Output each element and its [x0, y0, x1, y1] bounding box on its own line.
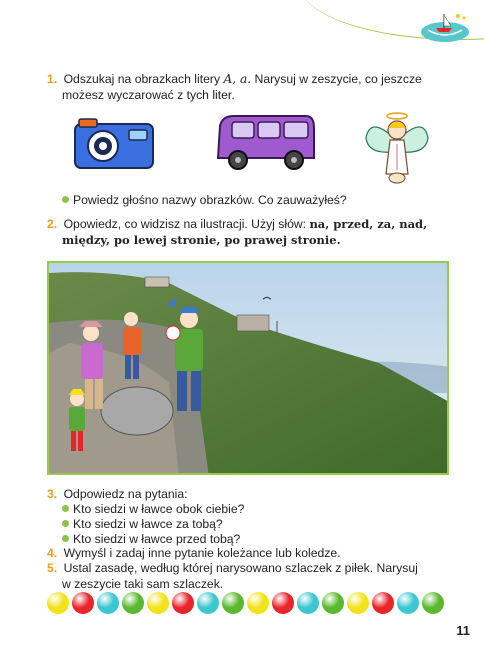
bullet-icon	[62, 535, 69, 542]
task-1-text-end: Narysuj w zeszycie, co jeszcze	[254, 72, 422, 86]
pattern-ball	[72, 592, 94, 614]
task-2	[47, 217, 427, 248]
task-4-number: 4.	[47, 546, 58, 560]
angel-icon	[364, 108, 430, 188]
question-text: Kto siedzi w ławce za tobą?	[73, 517, 223, 531]
task-1-number: 1.	[47, 72, 58, 86]
task-1-text: Odszukaj na obrazkach litery	[63, 72, 221, 86]
pattern-ball	[122, 592, 144, 614]
pattern-ball	[272, 592, 294, 614]
bullet-icon	[62, 196, 69, 203]
bullet-icon	[62, 505, 69, 512]
pattern-ball	[372, 592, 394, 614]
task-3-question-2	[62, 517, 223, 532]
task-4	[47, 546, 341, 562]
task-2-bold-2: między, po lewej stronie, po prawej stronie.	[62, 232, 341, 247]
scene-svg	[49, 263, 449, 475]
pattern-ball	[422, 592, 444, 614]
task-3-question-3	[62, 532, 240, 547]
bullet-icon	[62, 520, 69, 527]
pattern-ball	[222, 592, 244, 614]
task-4-text: Wymyśl i zadaj inne pytanie koleżance lub koledze.	[63, 546, 341, 560]
pattern-ball	[147, 592, 169, 614]
pattern-ball	[247, 592, 269, 614]
ball-pattern	[47, 592, 457, 616]
task-2-number: 2.	[47, 217, 58, 231]
page-number: 11	[456, 623, 470, 638]
task-2-text: Opowiedz, co widzisz na ilustracji. Użyj słów:	[63, 217, 307, 231]
question-text: Kto siedzi w ławce przed tobą?	[73, 532, 241, 546]
task-1-prompt	[62, 193, 347, 208]
pattern-ball	[47, 592, 69, 614]
task-5	[47, 561, 418, 592]
mountain-hikers-illustration	[47, 261, 449, 475]
pattern-ball	[172, 592, 194, 614]
boat-cloud-icon	[418, 8, 472, 44]
bus-icon	[214, 114, 318, 174]
task-1	[47, 72, 422, 103]
task-3-intro: Odpowiedz na pytania:	[63, 487, 188, 501]
task-5-text-line2: w zeszycie taki sam szlaczek.	[62, 576, 224, 591]
task-1-letters: A, a.	[223, 72, 252, 86]
task-5-text: Ustal zasadę, według której narysowano szlaczek z piłek. Narysuj	[63, 561, 418, 575]
pattern-ball	[347, 592, 369, 614]
task-1-text-line2: możesz wyczarować z tych liter.	[62, 87, 235, 102]
task-1-prompt-text: Powiedz głośno nazwy obrazków. Co zauważyłeś?	[73, 193, 347, 207]
task-3-question-1	[62, 502, 244, 517]
pattern-ball	[322, 592, 344, 614]
question-text: Kto siedzi w ławce obok ciebie?	[73, 502, 245, 516]
pattern-ball	[397, 592, 419, 614]
pattern-ball	[97, 592, 119, 614]
task-3-number: 3.	[47, 487, 58, 501]
pattern-ball	[197, 592, 219, 614]
camera-icon	[73, 116, 155, 170]
task-3	[47, 487, 188, 503]
task-5-number: 5.	[47, 561, 58, 575]
pattern-ball	[297, 592, 319, 614]
task-2-bold-1: na, przed, za, nad,	[309, 217, 428, 231]
